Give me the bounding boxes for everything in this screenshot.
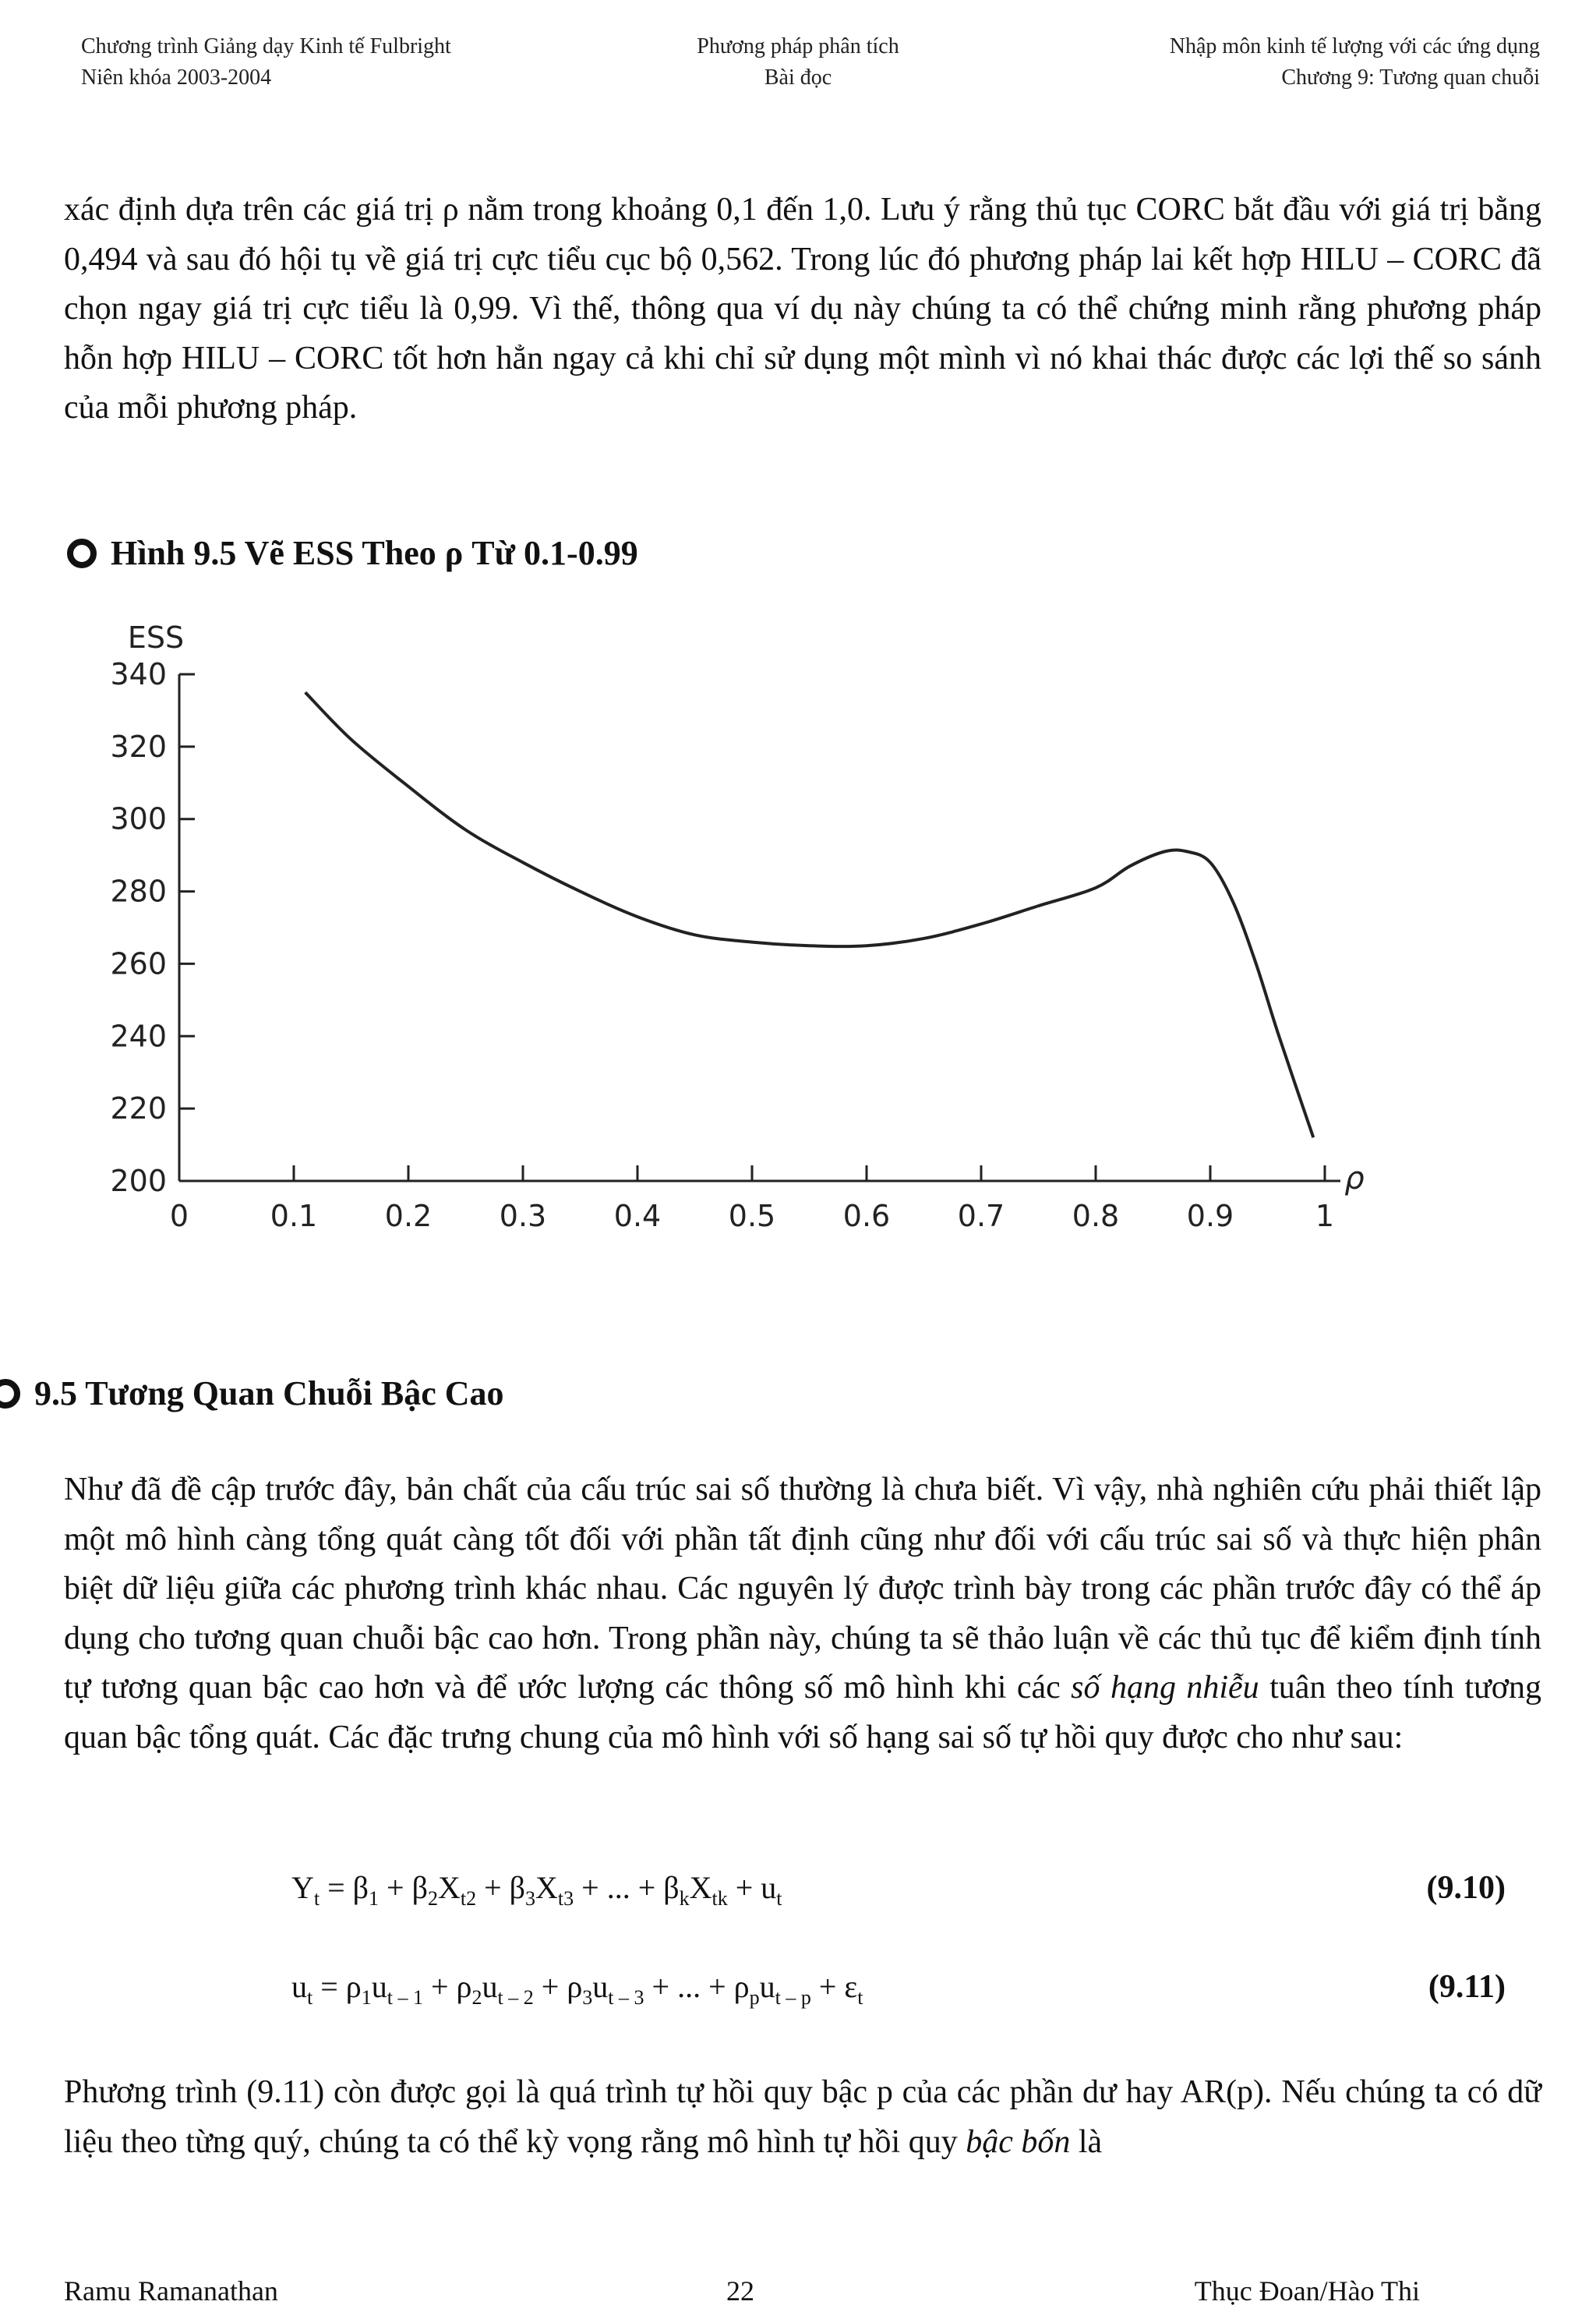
y-tick-label: 220 xyxy=(110,1091,167,1126)
ess-curve xyxy=(305,692,1314,1137)
header-program: Chương trình Giảng dạy Kinh tế Fulbright xyxy=(81,34,451,58)
paragraph-higher-order xyxy=(64,1465,1541,1762)
y-tick-label: 240 xyxy=(110,1019,167,1054)
x-tick-label: 0.8 xyxy=(1072,1199,1120,1233)
bullet-icon xyxy=(67,539,97,568)
x-tick-label: 0.1 xyxy=(270,1199,318,1233)
paragraph-higher-order-text-a: Như đã đề cập trước đây, bản chất của cấu trúc sai số thường là chưa biết. Vì vậy, nhà nghiên cứu phải thiết lập một mô hình càng tổng quát càng tốt đối với phần tất định cũng như đối với cấu trúc sai số và thực hiện phân biệt dữ liệu giữa các phương trình khác nhau. Các nguyên lý được trình bày trong các phần trước đây có thể áp dụng cho tương quan chuỗi bậc cao hơn. Trong phần này, chúng ta sẽ thảo luận về các thủ tục để kiểm định tính tự tương quan bậc cao hơn và để ước lượng các thông số mô hình khi các xyxy=(64,1472,1541,1706)
footer-author: Ramu Ramanathan xyxy=(64,2275,278,2307)
x-tick-label: 0.3 xyxy=(499,1199,547,1233)
paragraph-intro xyxy=(64,186,1541,433)
x-tick-label: 0 xyxy=(169,1199,189,1233)
y-tick-label: 300 xyxy=(110,801,167,836)
y-tick-label: 260 xyxy=(110,946,167,981)
y-tick-label: 200 xyxy=(110,1164,167,1198)
header-doc-type: Bài đọc xyxy=(764,65,832,90)
header-year: Niên khóa 2003-2004 xyxy=(81,65,272,90)
section-heading xyxy=(0,1373,504,1413)
y-tick-label: 280 xyxy=(110,874,167,909)
x-axis-label: ρ xyxy=(1344,1161,1365,1197)
y-tick-label: 320 xyxy=(110,729,167,764)
paragraph-ar-p-italic: bậc bốn xyxy=(966,2123,1071,2160)
equation-regression: $Y_t = \beta_1 + \beta_2X_{t2} + \beta_3X_{t3}$ + ... + $\beta_kX_{tk} + u_t$ xyxy=(291,1870,782,1910)
x-tick-label: 0.4 xyxy=(613,1199,662,1233)
y-tick-label: 340 xyxy=(110,657,167,691)
header-book-title: Nhập môn kinh tế lượng với các ứng dụng xyxy=(1169,34,1540,58)
paragraph-ar-p xyxy=(64,2068,1541,2167)
x-tick-label: 0.5 xyxy=(728,1199,776,1233)
x-tick-label: 0.6 xyxy=(842,1199,891,1233)
header-subject: Phương pháp phân tích xyxy=(697,34,899,58)
ess-chart xyxy=(101,592,1379,1255)
header-chapter: Chương 9: Tương quan chuỗi xyxy=(1281,65,1540,90)
bullet-icon xyxy=(0,1379,20,1409)
section-heading-text: 9.5 Tương Quan Chuỗi Bậc Cao xyxy=(34,1374,504,1412)
y-axis-label: ESS xyxy=(127,620,185,655)
figure-caption-text: Hình 9.5 Vẽ ESS Theo ρ Từ 0.1-0.99 xyxy=(111,534,638,572)
header-right xyxy=(1170,31,1540,94)
paragraph-higher-order-italic: số hạng nhiễu xyxy=(1071,1670,1259,1706)
equation-number-9-11: (9.11) xyxy=(1428,1969,1506,2005)
x-tick-label: 0.2 xyxy=(384,1199,433,1233)
paragraph-ar-p-text-b: là xyxy=(1070,2123,1103,2160)
paragraph-higher-order-text-b: tuân theo tính tương quan bậc tổng quát. Các đặc trưng chung của mô hình với số hạng sai số tự hồi quy được cho như sau: xyxy=(64,1670,1541,1755)
equation-number-9-10: (9.10) xyxy=(1426,1870,1506,1906)
equation-ar-process: $u_t = \rho_1u_{t - 1} + \rho_2u_{t - 2} + \rho_3u_{t - 3}$ + ... + $\rho_pu_{t - p} + \varepsilon_t$ xyxy=(291,1969,863,2009)
footer-translators: Thục Đoan/Hào Thi xyxy=(1194,2275,1420,2307)
x-tick-label: 0.7 xyxy=(957,1199,1005,1233)
x-tick-label: 0.9 xyxy=(1186,1199,1234,1233)
footer-page-number: 22 xyxy=(726,2275,754,2307)
x-tick-label: 1 xyxy=(1315,1199,1335,1233)
paragraph-ar-p-text-a: Phương trình (9.11) còn được gọi là quá trình tự hồi quy bậc p của các phần dư hay AR(p). Nếu chúng ta có dữ liệu theo từng quý, chúng ta có thể kỳ vọng rằng mô hình tự hồi quy xyxy=(64,2074,1541,2160)
figure-caption xyxy=(67,533,638,573)
paragraph-intro-text: xác định dựa trên các giá trị ρ nằm trong khoảng 0,1 đến 1,0. Lưu ý rằng thủ tục CORC bắt đầu với giá trị bằng 0,494 và sau đó hội tụ về giá trị cực tiểu cục bộ 0,562. Trong lúc đó phương pháp lai kết hợp HILU – CORC đã chọn ngay giá trị cực tiểu là 0,99. Vì thế, thông qua ví dụ này chúng ta có thể chứng minh rằng phương pháp hỗn hợp HILU – CORC tốt hơn hẳn ngay cả khi chỉ sử dụng một mình vì nó khai thác được các lợi thế so sánh của mỗi phương pháp. xyxy=(64,192,1541,426)
